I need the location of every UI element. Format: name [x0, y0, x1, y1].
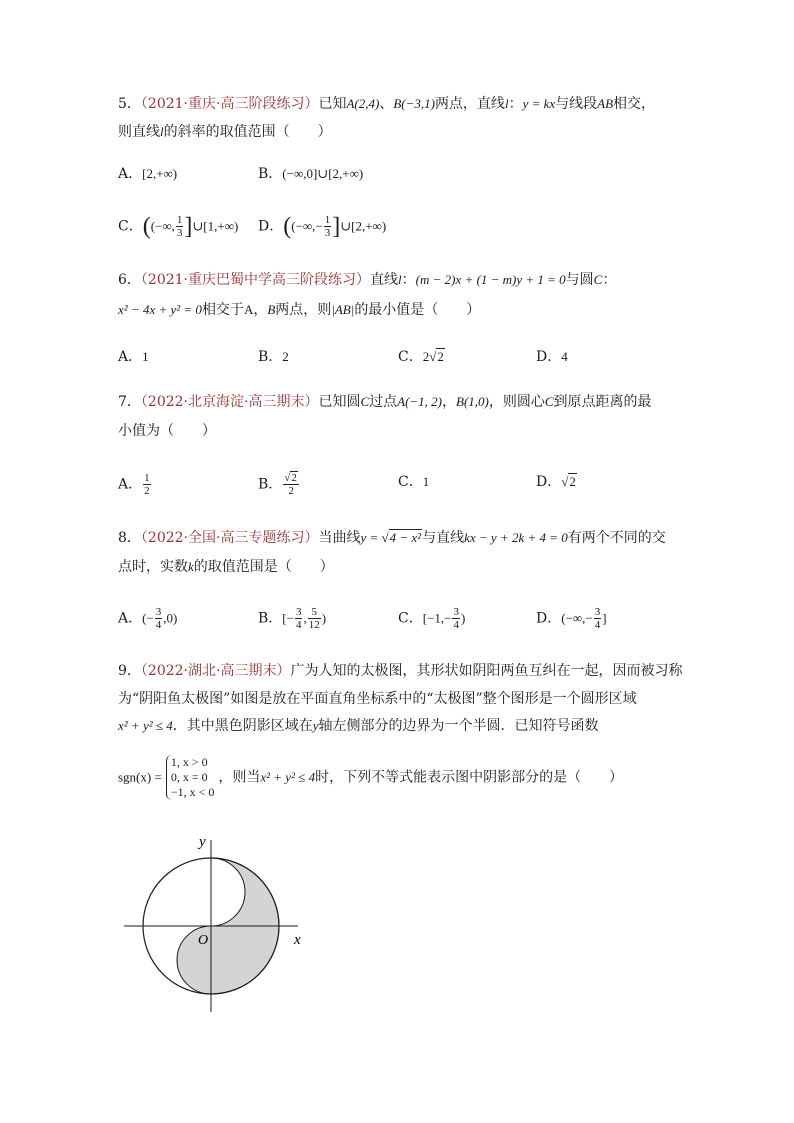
q8-text: 有两个不同的交: [567, 530, 666, 546]
q8-option-b[interactable]: [258, 606, 326, 631]
option-value: (−∞,0]∪[2,+∞): [282, 166, 364, 181]
denominator: 4: [453, 619, 459, 631]
option-label: B．: [258, 349, 283, 365]
denominator: 4: [155, 619, 162, 631]
q5-colon: ：: [508, 96, 523, 112]
q6-source: （2021·重庆巴蜀中学高三阶段练习）: [140, 272, 371, 288]
q5-segment: AB: [597, 96, 614, 111]
taiji-figure: [120, 832, 320, 1017]
q9-stem-line3: [118, 716, 599, 736]
numerator: 1: [324, 214, 331, 226]
q9-text: 轴左侧部分的边界为一个半圆．已知符号函数: [318, 718, 599, 734]
option-label: D．: [536, 474, 562, 490]
option-label: C．: [398, 349, 423, 365]
q7-text: 已知圆: [318, 394, 361, 410]
fraction: [324, 214, 332, 239]
option-label: C．: [398, 474, 423, 490]
option-value: ): [321, 610, 327, 626]
q5-text: 相交，: [613, 96, 656, 112]
option-label: D．: [536, 610, 562, 627]
option-value: ): [460, 610, 466, 626]
option-value: (−∞,: [150, 218, 175, 234]
option-value: ,: [303, 610, 307, 626]
q6-point-a: A: [243, 302, 254, 317]
sqrt-sign: √: [381, 530, 389, 545]
q8-stem-line1: [118, 528, 666, 548]
radicand: 2: [291, 472, 297, 484]
q8-source: （2022·全国·高三专题练习）: [140, 530, 319, 546]
denominator: 4: [594, 619, 601, 631]
fraction: [295, 606, 303, 631]
q9-text: 时，下列不等式能表示图中阴影部分的是（ ）: [315, 769, 624, 786]
q8-k: k: [188, 559, 194, 574]
q7-option-b[interactable]: [258, 472, 300, 497]
q9-region-inequality: x² + y² ≤ 4: [118, 718, 173, 733]
q7-text: 过点: [369, 394, 398, 410]
q9-condition: x² + y² ≤ 4: [260, 769, 316, 785]
q6-circle-equation: x² − 4x + y² = 0: [118, 302, 202, 317]
fraction: [452, 606, 460, 631]
radicand: 2: [437, 349, 444, 364]
option-value: (−∞,−: [291, 218, 323, 234]
option-value: 2: [422, 349, 430, 364]
option-value: ,0): [163, 610, 178, 626]
radicand: 4 − x²: [389, 530, 422, 545]
option-value: (−: [142, 610, 154, 626]
q5-text: 两点，直线: [434, 96, 505, 112]
q5-sep: 、: [379, 96, 394, 112]
q9-text: 广为人知的太极图，其形状如阴阳两鱼互纠在一起，因而被习称: [290, 663, 683, 679]
q6-option-a[interactable]: [118, 347, 149, 367]
q5-stem-line2: [118, 122, 332, 142]
denominator: 2: [288, 485, 294, 497]
q5-option-a[interactable]: [118, 164, 177, 184]
q7-text: ，则圆心: [488, 394, 545, 410]
q5-option-c[interactable]: [118, 214, 238, 239]
q5-option-b[interactable]: [258, 164, 363, 184]
q6-text: 的最小值是（ ）: [354, 302, 481, 318]
q6-option-b[interactable]: [258, 347, 289, 367]
q9-stem-line1: [118, 661, 682, 681]
q5-text: 则直线: [118, 124, 160, 140]
numerator: √2: [284, 472, 297, 484]
q6-option-c[interactable]: [398, 347, 445, 367]
fraction: [283, 472, 299, 497]
q6-text: 直线: [370, 272, 399, 288]
q6-stem-line2: [118, 300, 480, 320]
radicand: 2: [569, 474, 576, 489]
option-label: C．: [398, 610, 423, 627]
numerator: 3: [594, 606, 601, 618]
q6-point-b: B: [267, 302, 276, 317]
q6-text: 两点，则: [275, 302, 332, 318]
case: −1, x < 0: [170, 785, 215, 799]
q5-text: 与线段: [555, 96, 598, 112]
numerator: 5: [308, 606, 321, 619]
q7-option-c[interactable]: [398, 472, 429, 492]
q6-option-d[interactable]: [536, 347, 568, 367]
fraction: [155, 606, 163, 631]
option-label: C．: [118, 218, 143, 235]
fraction: [308, 606, 321, 631]
q7-circle: C: [544, 394, 554, 409]
q5-equation: y = kx: [522, 96, 556, 111]
option-value: 1: [142, 349, 149, 364]
q6-abs-ab: |AB|: [331, 302, 355, 317]
q9-text: 为“阴阳鱼太极图”如图是放在平面直角坐标系中的“太极图”整个图形是一个圆形区域: [118, 691, 637, 707]
option-value: [−: [282, 610, 294, 626]
q5-source: （2021·重庆·高三阶段练习）: [140, 96, 319, 112]
q5-text: 已知: [318, 96, 347, 112]
origin-label: O: [198, 933, 209, 948]
q5-point-a: A(2,4): [346, 96, 380, 111]
numerator: 3: [155, 606, 162, 618]
q9-sgn-def: sgn(x) =: [118, 769, 162, 785]
q5-stem-line1: [118, 94, 655, 114]
q6-text: 与圆: [565, 272, 594, 288]
q9-text: ．其中黑色阴影区域在: [172, 718, 313, 734]
option-value: ∪[2,+∞): [340, 218, 387, 234]
denominator: 12: [308, 619, 320, 631]
q7-source: （2022·北京海淀·高三期末）: [140, 394, 319, 410]
sqrt-sign: √: [561, 474, 569, 489]
q8-option-c[interactable]: [398, 606, 465, 631]
denominator: 2: [144, 485, 150, 497]
option-value: 1: [422, 474, 430, 489]
q7-point-b: B(1,0): [456, 394, 489, 409]
option-label: B．: [258, 476, 283, 493]
q9-cases: [166, 755, 215, 800]
denominator: 3: [324, 227, 331, 239]
q9-y: y: [312, 718, 319, 733]
q8-option-d[interactable]: [536, 606, 607, 631]
option-label: A．: [118, 610, 143, 627]
bracket: (: [142, 213, 151, 240]
option-value: [2,+∞): [142, 166, 178, 181]
q6-equation: (m − 2)x + (1 − m)y + 1 = 0: [415, 272, 566, 287]
q6-number: 6．: [118, 272, 141, 288]
q7-option-a[interactable]: [118, 472, 152, 497]
numerator: 3: [295, 606, 302, 618]
q9-number: 9．: [118, 663, 141, 679]
x-axis-label: x: [294, 932, 301, 948]
option-label: D．: [258, 218, 284, 235]
q8-text: 当曲线: [318, 530, 361, 546]
q8-equation: kx − y + 2k + 4 = 0: [464, 530, 568, 545]
numerator: 3: [453, 606, 459, 618]
q8-curve: y =: [360, 530, 382, 545]
q9-stem-line4: [118, 755, 623, 800]
option-label: A．: [118, 476, 143, 493]
q8-option-a[interactable]: [118, 606, 177, 631]
numerator: 1: [144, 472, 150, 484]
q7-point-a: A(−1, 2): [397, 394, 442, 409]
q8-text: 点时，实数: [118, 559, 188, 575]
q7-stem-line2: [118, 421, 216, 441]
option-label: B．: [258, 610, 283, 627]
q9-stem-line2: [118, 689, 637, 709]
q8-number: 8．: [118, 530, 141, 546]
q7-number: 7．: [118, 394, 141, 410]
q7-stem-line1: [118, 392, 652, 412]
fraction: [143, 472, 151, 497]
bracket: (: [283, 213, 292, 240]
q8-text: 的取值范围是（ ）: [193, 559, 334, 575]
option-value: ]: [602, 610, 607, 626]
q8-text: 与直线: [422, 530, 465, 546]
q6-line-l: l: [398, 272, 402, 287]
option-label: A．: [118, 166, 143, 182]
case: 1, x > 0: [170, 755, 208, 769]
option-label: A．: [118, 349, 143, 365]
bracket: ]: [332, 213, 341, 240]
option-value: ∪[1,+∞): [192, 218, 239, 234]
q6-text: ，: [253, 302, 268, 318]
q6-text: 相交于: [201, 302, 244, 318]
q5-text: 的斜率的取值范围（ ）: [163, 124, 332, 140]
fraction: [176, 214, 184, 239]
q7-comma: ，: [442, 394, 456, 410]
bracket: ]: [184, 213, 193, 240]
q5-point-b: B(−3,1): [393, 96, 435, 111]
option-value: (−∞,−: [561, 610, 593, 626]
q5-line-l: l: [504, 96, 509, 111]
q5-number: 5．: [118, 96, 141, 112]
case: 0, x = 0: [170, 770, 208, 784]
option-value: 2: [282, 349, 289, 364]
denominator: 4: [295, 619, 302, 631]
y-axis-label: y: [199, 834, 206, 850]
q6-colon: ：: [602, 272, 617, 288]
option-label: D．: [536, 349, 562, 365]
sqrt-sign: √: [429, 349, 437, 364]
q5-line-l: l: [160, 124, 164, 139]
q9-source: （2022·湖北·高三期末）: [140, 663, 291, 679]
q9-text: ，则当: [218, 769, 261, 786]
fraction: [594, 606, 602, 631]
q7-text: 小值为（ ）: [118, 423, 216, 439]
q6-stem-line1: [118, 270, 616, 290]
q6-circle: C: [593, 272, 603, 287]
q5-option-d[interactable]: [258, 214, 386, 239]
q8-stem-line2: [118, 557, 334, 577]
q7-option-d[interactable]: [536, 472, 577, 492]
numerator: 1: [176, 214, 183, 226]
denominator: 3: [176, 227, 183, 239]
option-value: [−1,−: [422, 610, 452, 626]
q6-colon: ：: [401, 272, 416, 288]
option-value: 4: [561, 349, 568, 364]
q7-text: 到原点距离的最: [553, 394, 652, 410]
option-label: B．: [258, 166, 283, 182]
q7-circle: C: [360, 394, 370, 409]
